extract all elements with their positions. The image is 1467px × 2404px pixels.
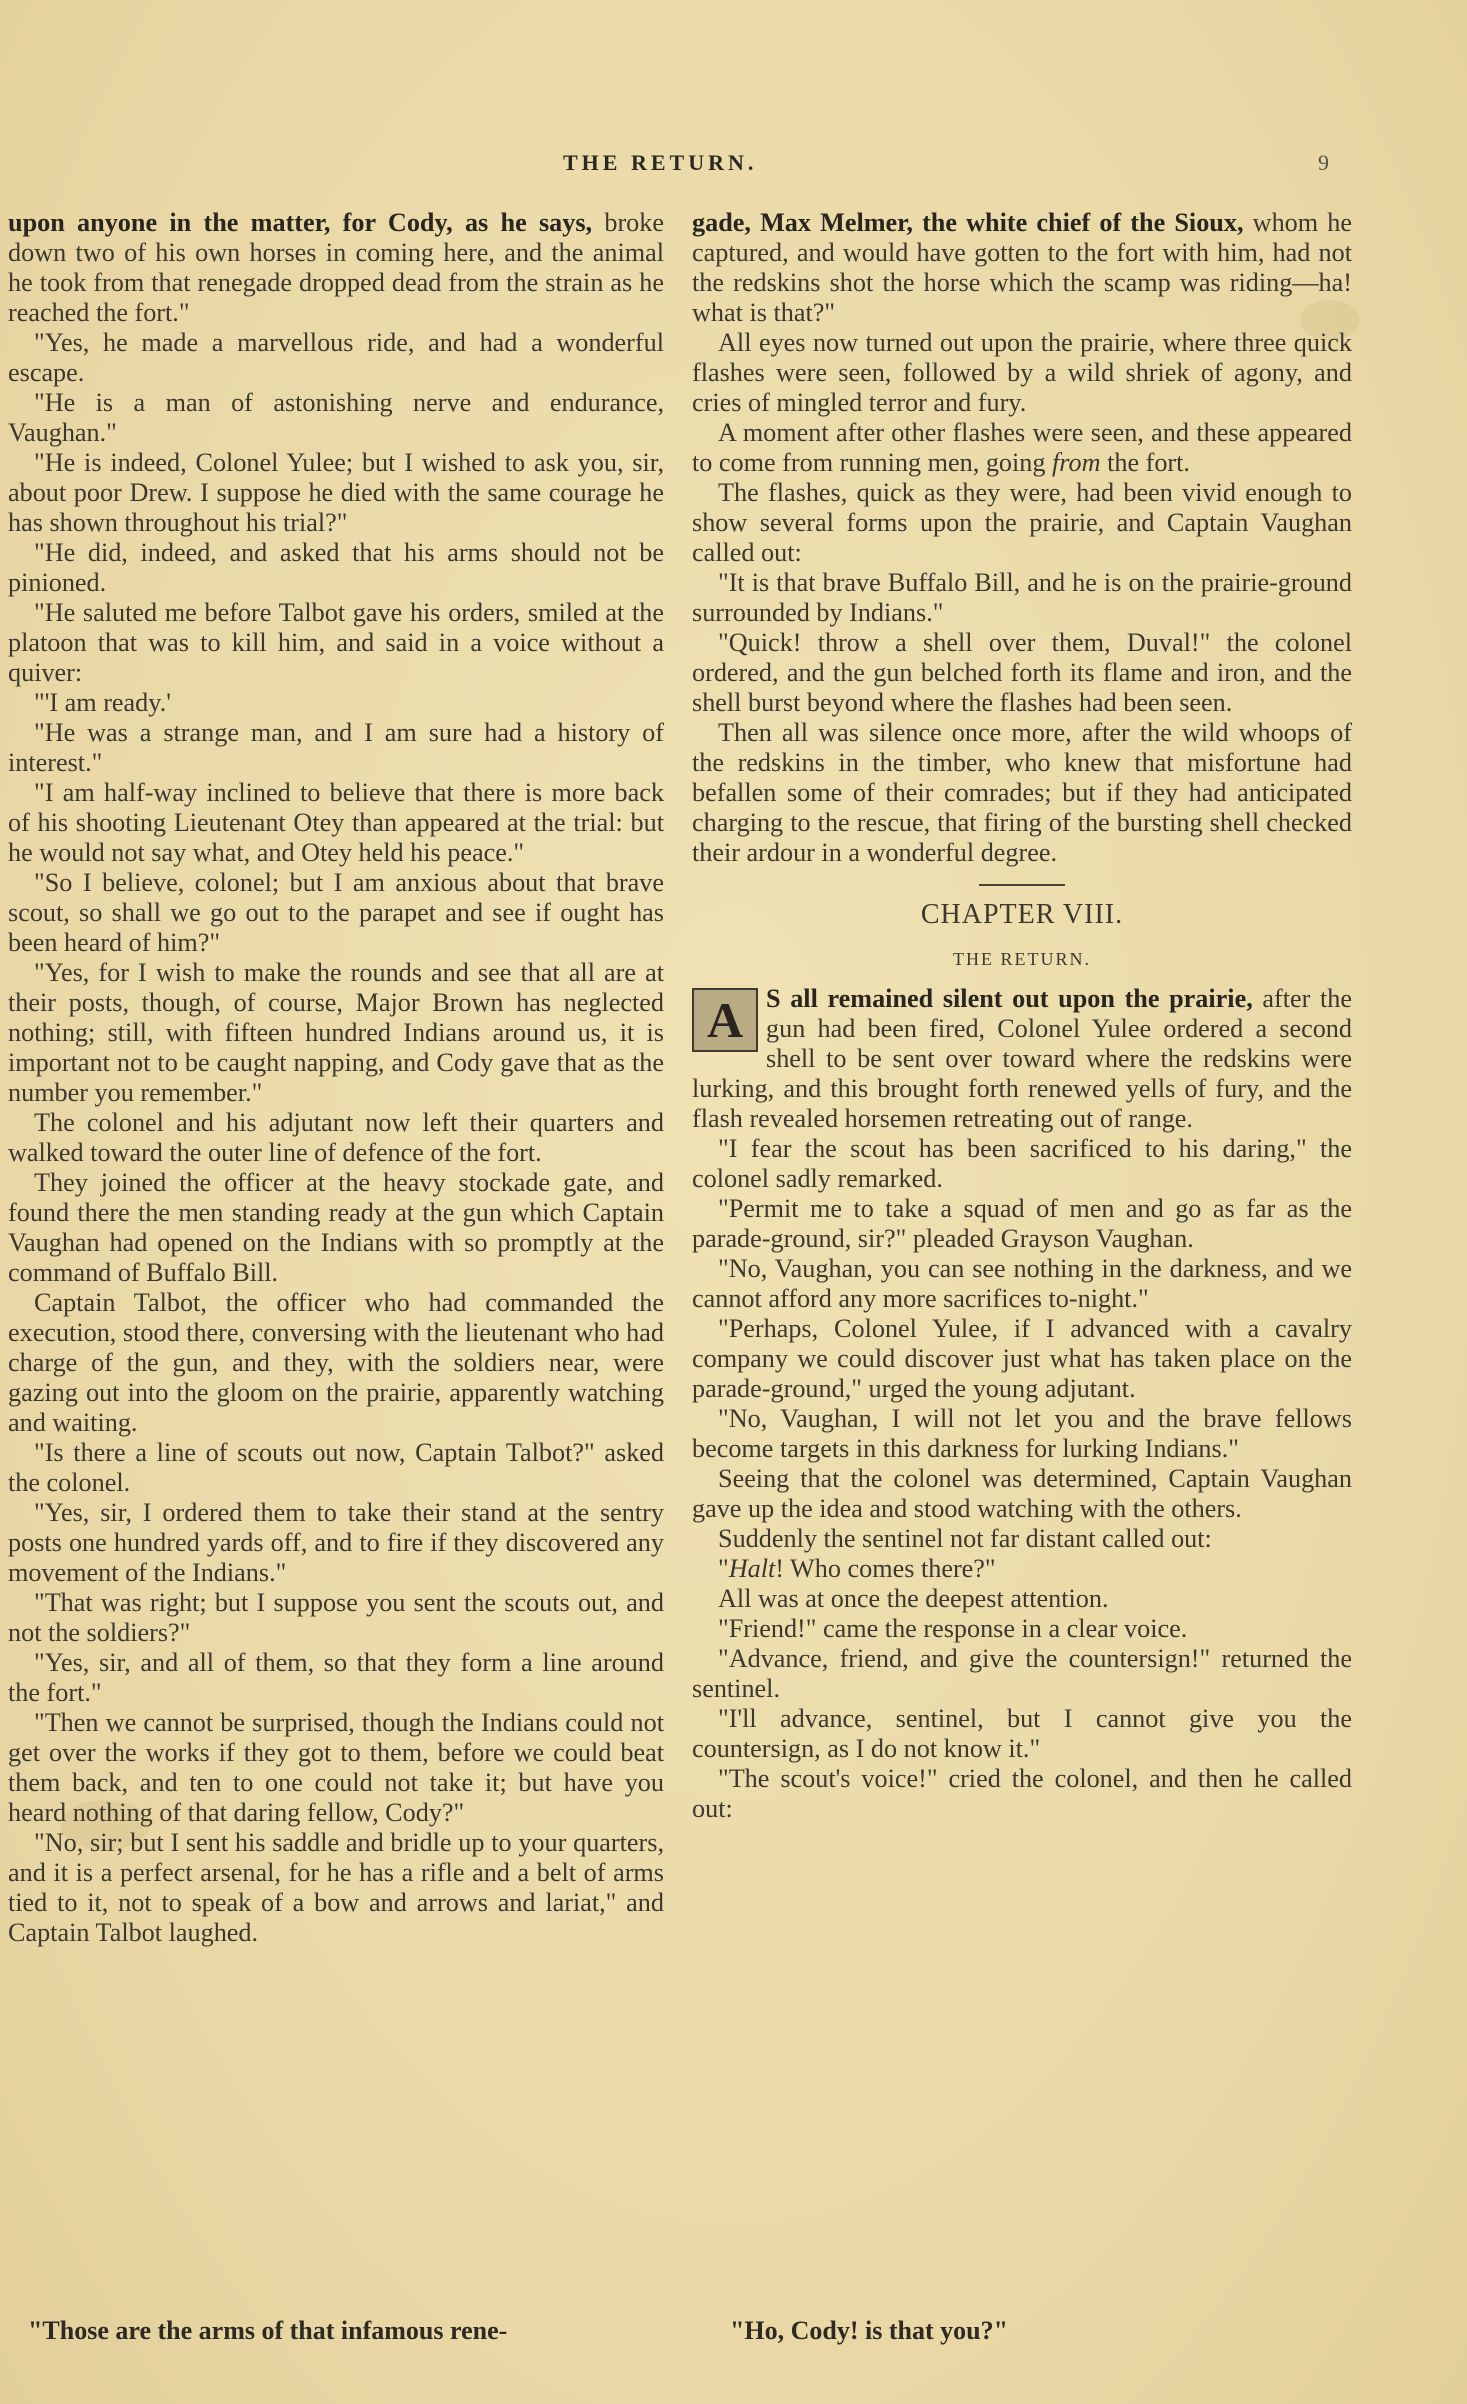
paragraph-bold-run: upon anyone in the matter, for Cody, as he says, (8, 208, 593, 237)
right-column (692, 208, 1352, 1824)
paragraph: "I'll advance, sentinel, but I cannot give you the countersign, as I do not know it." (692, 1704, 1352, 1763)
paragraph: "Yes, for I wish to make the rounds and see that all are at their posts, though, of course, Major Brown has neglected nothing; still, with fifteen hundred Indians around us, it is important not to be caught napping, and Cody gave that as the number you remember." (8, 958, 664, 1107)
paragraph: All was at once the deepest attention. (718, 1584, 1109, 1613)
paragraph: "He saluted me before Talbot gave his orders, smiled at the platoon that was to kill him, and said in a voice without a quiver: (8, 598, 664, 687)
paragraph: "Halt! Who comes there?" (718, 1554, 996, 1583)
paragraph: "Is there a line of scouts out now, Captain Talbot?" asked the colonel. (8, 1438, 664, 1497)
paragraph: Then all was silence once more, after the wild whoops of the redskins in the timber, who knew that misfortune had befallen some of their comrades; but if they had anticipated charging to the rescue, that firing of the bursting shell checked their ardour in a wonderful degree. (692, 718, 1352, 867)
paragraph: All eyes now turned out upon the prairie, where three quick flashes were seen, followed by a wild shriek of agony, and cries of mingled terror and fury. (692, 328, 1352, 417)
drop-cap-initial: A (692, 988, 758, 1052)
paragraph: "He is indeed, Colonel Yulee; but I wished to ask you, sir, about poor Drew. I suppose he died with the same courage he has shown throughout his trial?" (8, 448, 664, 537)
left-column (8, 208, 664, 1948)
paragraph-bold-run: S all remained silent out upon the prairie, (766, 984, 1253, 1013)
bleed-through-line: "Ho, Cody! is that you?" (730, 2316, 1009, 2345)
paragraph: "'I am ready.' (34, 688, 171, 717)
paragraph: The flashes, quick as they were, had been vivid enough to show several forms upon the prairie, and Captain Vaughan called out: (692, 478, 1352, 567)
paragraph: "He is a man of astonishing nerve and endurance, Vaughan." (8, 388, 664, 447)
paragraph-text: whom he captured, and would have gotten to the fort with him, had not the redskins shot the horse which the scamp was riding—ha! what is that?" (692, 208, 1352, 327)
paragraph: Seeing that the colonel was determined, Captain Vaughan gave up the idea and stood watching with the others. (692, 1464, 1352, 1523)
paragraph: "Then we cannot be surprised, though the Indians could not get over the works if they got to them, before we could beat them back, and ten to one could not take it; but have you heard nothing of that daring fellow, Cody?" (8, 1708, 664, 1827)
emphasis-text: Halt (728, 1554, 776, 1583)
paragraph: "Quick! throw a shell over them, Duval!" the colonel ordered, and the gun belched forth its flame and iron, and the shell burst beyond where the flashes had been seen. (692, 628, 1352, 717)
paragraph: "So I believe, colonel; but I am anxious about that brave scout, so shall we go out to the parapet and see if ought has been heard of him?" (8, 868, 664, 957)
paragraph-text: after the gun had been fired, Colonel Yulee ordered a second shell to be sent over toward where the redskins were lurking, and this brought forth renewed yells of fury, and the flash revealed horsemen retreating out of range. (692, 984, 1352, 1133)
paragraph: "Advance, friend, and give the countersign!" returned the sentinel. (692, 1644, 1352, 1703)
paragraph: "Permit me to take a squad of men and go as far as the parade-ground, sir?" pleaded Grayson Vaughan. (692, 1194, 1352, 1253)
page-header (0, 150, 1467, 190)
paragraph: "Perhaps, Colonel Yulee, if I advanced with a cavalry company we could discover just what has taken place on the parade-ground," urged the young adjutant. (692, 1314, 1352, 1403)
paragraph: "I fear the scout has been sacrificed to his daring," the colonel sadly remarked. (692, 1134, 1352, 1193)
chapter-heading: CHAPTER VIII. (920, 899, 1124, 930)
paragraph-text: the fort. (1100, 448, 1190, 477)
paragraph: "The scout's voice!" cried the colonel, and then he called out: (692, 1764, 1352, 1823)
paragraph: The colonel and his adjutant now left their quarters and walked toward the outer line of defence of the fort. (8, 1108, 664, 1167)
paragraph: "No, Vaughan, you can see nothing in the darkness, and we cannot afford any more sacrifices to-night." (692, 1254, 1352, 1313)
paragraph: "Yes, he made a marvellous ride, and had a wonderful escape. (8, 328, 664, 387)
paragraph: "Yes, sir, I ordered them to take their stand at the sentry posts one hundred yards off, and to fire if they discovered any movement of the Indians." (8, 1498, 664, 1587)
paragraph (692, 984, 1352, 1134)
paragraph: "He was a strange man, and I am sure had a history of interest." (8, 718, 664, 777)
paragraph: "It is that brave Buffalo Bill, and he is on the prairie-ground surrounded by Indians." (692, 568, 1352, 627)
paragraph: "No, sir; but I sent his saddle and bridle up to your quarters, and it is a perfect arsenal, for he has a rifle and a belt of arms tied to it, not to speak of a bow and arrows and lariat," and Captain Talbot laughed. (8, 1828, 664, 1947)
paragraph: "Yes, sir, and all of them, so that they form a line around the fort." (8, 1648, 664, 1707)
paragraph: "That was right; but I suppose you sent the scouts out, and not the soldiers?" (8, 1588, 664, 1647)
emphasis-text: from (1052, 448, 1101, 477)
paragraph-bold-run: gade, Max Melmer, the white chief of the Sioux, (692, 208, 1244, 237)
section-divider (979, 884, 1065, 886)
paragraph: "I am half-way inclined to believe that there is more back of his shooting Lieutenant Otey than appeared at the trial: but he would not say what, and Otey held his peace." (8, 778, 664, 867)
paragraph: "He did, indeed, and asked that his arms should not be pinioned. (8, 538, 664, 597)
paragraph: They joined the officer at the heavy stockade gate, and found there the men standing ready at the gun which Captain Vaughan had opened on the Indians with so promptly at the command of Buffalo Bill. (8, 1168, 664, 1287)
paragraph: "No, Vaughan, I will not let you and the brave fellows become targets in this darkness for lurking Indians." (692, 1404, 1352, 1463)
paragraph: "Friend!" came the response in a clear voice. (718, 1614, 1188, 1643)
paragraph: Captain Talbot, the officer who had commanded the execution, stood there, conversing with the lieutenant who had charge of the gun, and they, with the soldiers near, were gazing out into the gloom on the prairie, apparently watching and waiting. (8, 1288, 664, 1437)
paragraph-text: A moment after other flashes were seen, and these appeared to come from running men, going (692, 418, 1352, 477)
paragraph (692, 418, 1352, 478)
paragraph: Suddenly the sentinel not far distant called out: (718, 1524, 1212, 1553)
chapter-subtitle: THE RETURN. (953, 949, 1091, 969)
paragraph-text: ! Who comes there?" (775, 1554, 996, 1583)
page-number: 9 (1318, 150, 1329, 175)
paragraph (692, 208, 1352, 328)
running-title: THE RETURN. (563, 150, 758, 175)
paragraph (8, 208, 664, 328)
bleed-through-line: "Those are the arms of that infamous rene- (28, 2316, 508, 2345)
paragraph-text: broke down two of his own horses in coming here, and the animal he took from that renegade dropped dead from the strain as he reached the fort." (8, 208, 664, 327)
